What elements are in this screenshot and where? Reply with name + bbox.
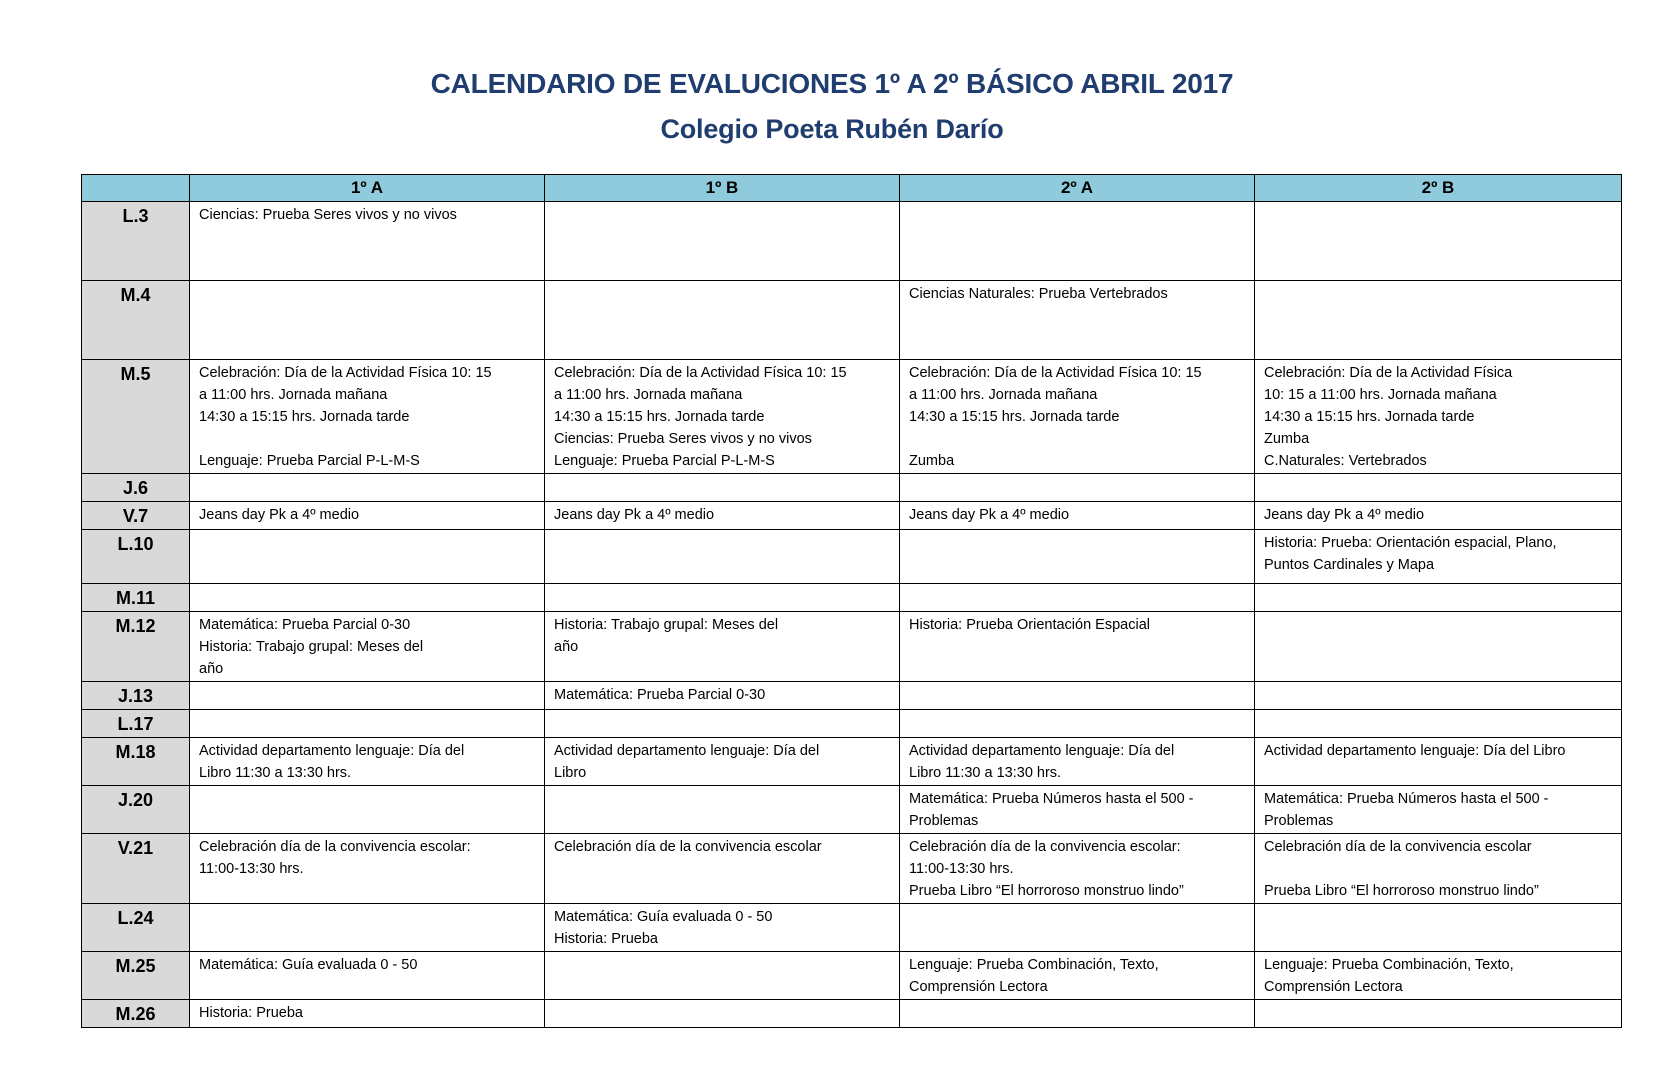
table-cell	[545, 474, 900, 502]
table-cell	[190, 682, 545, 710]
table-row	[82, 281, 1622, 360]
cell-text-line: a 11:00 hrs. Jornada mañana	[554, 387, 743, 403]
table-cell	[900, 786, 1255, 834]
cell-text-line: Ciencias: Prueba Seres vivos y no vivos	[199, 207, 457, 223]
table-body	[82, 202, 1622, 1028]
table-cell	[900, 202, 1255, 281]
cell-text-line: Comprensión Lectora	[1264, 979, 1403, 995]
table-cell	[1255, 612, 1622, 682]
cell-text-line: Jeans day Pk a 4º medio	[909, 507, 1070, 523]
column-header: 2º B	[1255, 175, 1622, 202]
table-row	[82, 360, 1622, 474]
cell-text-line: Historia: Trabajo grupal: Meses del	[554, 617, 779, 633]
table-row	[82, 952, 1622, 1000]
cell-text-line: Libro	[554, 765, 587, 781]
cell-text-line: a 11:00 hrs. Jornada mañana	[199, 387, 388, 403]
cell-text-line: Matemática: Prueba Parcial 0-30	[554, 687, 766, 703]
cell-text-line: Lenguaje: Prueba Combinación, Texto,	[909, 957, 1159, 973]
table-row	[82, 786, 1622, 834]
day-label: M.4	[82, 281, 190, 360]
cell-text-line: Celebración: Día de la Actividad Física 10: 15	[554, 365, 847, 381]
cell-text-line: Celebración día de la convivencia escolar:	[909, 839, 1181, 855]
table-row	[82, 904, 1622, 952]
table-header-row	[82, 175, 1622, 202]
table-cell	[1255, 1000, 1622, 1028]
table-cell	[545, 786, 900, 834]
cell-text-line: 14:30 a 15:15 hrs. Jornada tarde	[554, 409, 765, 425]
cell-text-line: Matemática: Guía evaluada 0 - 50	[554, 909, 773, 925]
table-cell	[190, 530, 545, 584]
table-cell	[545, 502, 900, 530]
table-cell	[545, 612, 900, 682]
table-row	[82, 738, 1622, 786]
day-label: L.24	[82, 904, 190, 952]
table-cell	[545, 530, 900, 584]
cell-text-line: Lenguaje: Prueba Parcial P-L-M-S	[199, 453, 420, 469]
table-cell	[190, 281, 545, 360]
table-cell	[545, 738, 900, 786]
cell-text-line: Actividad departamento lenguaje: Día del	[909, 743, 1175, 759]
cell-text-line: Ciencias: Prueba Seres vivos y no vivos	[554, 431, 812, 447]
table-cell	[900, 281, 1255, 360]
cell-text-line: Lenguaje: Prueba Combinación, Texto,	[1264, 957, 1514, 973]
cell-text-line: Celebración: Día de la Actividad Física	[1264, 365, 1513, 381]
table-row	[82, 530, 1622, 584]
cell-text-line	[199, 428, 536, 450]
cell-text-line: Puntos Cardinales y Mapa	[1264, 557, 1435, 573]
cell-text-line	[909, 428, 1246, 450]
table-cell	[900, 710, 1255, 738]
cell-text-line: Actividad departamento lenguaje: Día del	[554, 743, 820, 759]
cell-text-line: Prueba Libro “El horroroso monstruo lindo”	[909, 883, 1184, 899]
cell-text-line: 11:00-13:30 hrs.	[199, 861, 304, 877]
table-row	[82, 202, 1622, 281]
table-cell	[1255, 834, 1622, 904]
table-cell	[190, 904, 545, 952]
table-cell	[190, 786, 545, 834]
table-cell	[900, 502, 1255, 530]
day-label: L.10	[82, 530, 190, 584]
cell-text-line: Matemática: Prueba Parcial 0-30	[199, 617, 411, 633]
cell-text-line: Prueba Libro “El horroroso monstruo lindo”	[1264, 883, 1539, 899]
table-cell	[190, 710, 545, 738]
table-row	[82, 1000, 1622, 1028]
cell-text-line: Celebración: Día de la Actividad Física 10: 15	[909, 365, 1202, 381]
cell-text-line: Celebración día de la convivencia escolar	[1264, 839, 1532, 855]
table-cell	[190, 202, 545, 281]
table-cell	[1255, 360, 1622, 474]
table-cell	[545, 281, 900, 360]
column-header: 1º A	[190, 175, 545, 202]
cell-text-line	[1264, 858, 1613, 880]
cell-text-line: Lenguaje: Prueba Parcial P-L-M-S	[554, 453, 775, 469]
cell-text-line: Actividad departamento lenguaje: Día del Libro	[1264, 743, 1566, 759]
day-label: J.13	[82, 682, 190, 710]
table-cell	[190, 952, 545, 1000]
day-label: J.6	[82, 474, 190, 502]
day-label: J.20	[82, 786, 190, 834]
table-cell	[1255, 281, 1622, 360]
corner-header	[82, 175, 190, 202]
table-row	[82, 710, 1622, 738]
cell-text-line: Celebración día de la convivencia escolar:	[199, 839, 471, 855]
table-cell	[900, 738, 1255, 786]
table-cell	[545, 834, 900, 904]
day-label: L.17	[82, 710, 190, 738]
table-row	[82, 834, 1622, 904]
cell-text-line: Libro 11:30 a 13:30 hrs.	[909, 765, 1062, 781]
cell-text-line: Problemas	[909, 813, 979, 829]
evaluation-calendar-table	[81, 174, 1622, 1028]
table-cell	[900, 612, 1255, 682]
table-cell	[900, 530, 1255, 584]
table-row	[82, 584, 1622, 612]
cell-text-line: Problemas	[1264, 813, 1334, 829]
table-cell	[1255, 474, 1622, 502]
table-row	[82, 502, 1622, 530]
table-cell	[900, 584, 1255, 612]
cell-text-line: Zumba	[1264, 431, 1310, 447]
table-cell	[190, 1000, 545, 1028]
cell-text-line: Historia: Trabajo grupal: Meses del	[199, 639, 424, 655]
table-row	[82, 612, 1622, 682]
table-cell	[1255, 786, 1622, 834]
table-cell	[545, 584, 900, 612]
table-cell	[1255, 710, 1622, 738]
table-cell	[900, 834, 1255, 904]
cell-text-line: Matemática: Prueba Números hasta el 500 -	[909, 791, 1194, 807]
cell-text-line: año	[554, 639, 579, 655]
table-cell	[190, 834, 545, 904]
cell-text-line: a 11:00 hrs. Jornada mañana	[909, 387, 1098, 403]
table-cell	[900, 474, 1255, 502]
table-cell	[190, 738, 545, 786]
table-cell	[1255, 738, 1622, 786]
cell-text-line: Historia: Prueba	[554, 931, 658, 947]
table-cell	[1255, 502, 1622, 530]
cell-text-line: Jeans day Pk a 4º medio	[1264, 507, 1425, 523]
cell-text-line: Libro 11:30 a 13:30 hrs.	[199, 765, 352, 781]
table-cell	[545, 952, 900, 1000]
table-cell	[900, 360, 1255, 474]
table-cell	[190, 612, 545, 682]
cell-text-line: Matemática: Prueba Números hasta el 500 -	[1264, 791, 1549, 807]
column-header: 1º B	[545, 175, 900, 202]
cell-text-line: Celebración: Día de la Actividad Física 10: 15	[199, 365, 492, 381]
column-header: 2º A	[900, 175, 1255, 202]
day-label: M.5	[82, 360, 190, 474]
cell-text-line: Historia: Prueba	[199, 1005, 303, 1021]
table-cell	[190, 474, 545, 502]
cell-text-line: Zumba	[909, 453, 955, 469]
table-cell	[900, 952, 1255, 1000]
table-row	[82, 682, 1622, 710]
table-cell	[1255, 952, 1622, 1000]
table-cell	[1255, 530, 1622, 584]
table-cell	[900, 904, 1255, 952]
cell-text-line: Historia: Prueba: Orientación espacial, Plano,	[1264, 535, 1557, 551]
cell-text-line: 10: 15 a 11:00 hrs. Jornada mañana	[1264, 387, 1497, 403]
table-cell	[545, 682, 900, 710]
table-cell	[190, 584, 545, 612]
day-label: V.7	[82, 502, 190, 530]
table-cell	[545, 360, 900, 474]
cell-text-line: Celebración día de la convivencia escolar	[554, 839, 822, 855]
table-cell	[1255, 202, 1622, 281]
cell-text-line: 11:00-13:30 hrs.	[909, 861, 1014, 877]
cell-text-line: Comprensión Lectora	[909, 979, 1048, 995]
table-cell	[1255, 584, 1622, 612]
cell-text-line: Ciencias Naturales: Prueba Vertebrados	[909, 286, 1168, 302]
day-label: M.12	[82, 612, 190, 682]
cell-text-line: Historia: Prueba Orientación Espacial	[909, 617, 1150, 633]
day-label: M.25	[82, 952, 190, 1000]
day-label: V.21	[82, 834, 190, 904]
table-cell	[545, 202, 900, 281]
table-cell	[545, 710, 900, 738]
table-cell	[545, 1000, 900, 1028]
page-subtitle: Colegio Poeta Rubén Darío	[660, 114, 1004, 144]
table-cell	[190, 502, 545, 530]
table-cell	[190, 360, 545, 474]
page-title: CALENDARIO DE EVALUCIONES 1º A 2º BÁSICO ABRIL 2017	[430, 68, 1234, 99]
cell-text-line: Jeans day Pk a 4º medio	[554, 507, 715, 523]
table-row	[82, 474, 1622, 502]
cell-text-line: 14:30 a 15:15 hrs. Jornada tarde	[199, 409, 410, 425]
table-cell	[900, 682, 1255, 710]
table-cell	[1255, 682, 1622, 710]
cell-text-line: 14:30 a 15:15 hrs. Jornada tarde	[909, 409, 1120, 425]
document-header	[0, 64, 1664, 148]
day-label: M.11	[82, 584, 190, 612]
cell-text-line: Actividad departamento lenguaje: Día del	[199, 743, 465, 759]
table-cell	[545, 904, 900, 952]
table-cell	[1255, 904, 1622, 952]
cell-text-line: C.Naturales: Vertebrados	[1264, 453, 1427, 469]
cell-text-line: Jeans day Pk a 4º medio	[199, 507, 360, 523]
day-label: M.26	[82, 1000, 190, 1028]
table-cell	[900, 1000, 1255, 1028]
day-label: M.18	[82, 738, 190, 786]
cell-text-line: año	[199, 661, 224, 677]
cell-text-line: 14:30 a 15:15 hrs. Jornada tarde	[1264, 409, 1475, 425]
cell-text-line: Matemática: Guía evaluada 0 - 50	[199, 957, 418, 973]
day-label: L.3	[82, 202, 190, 281]
